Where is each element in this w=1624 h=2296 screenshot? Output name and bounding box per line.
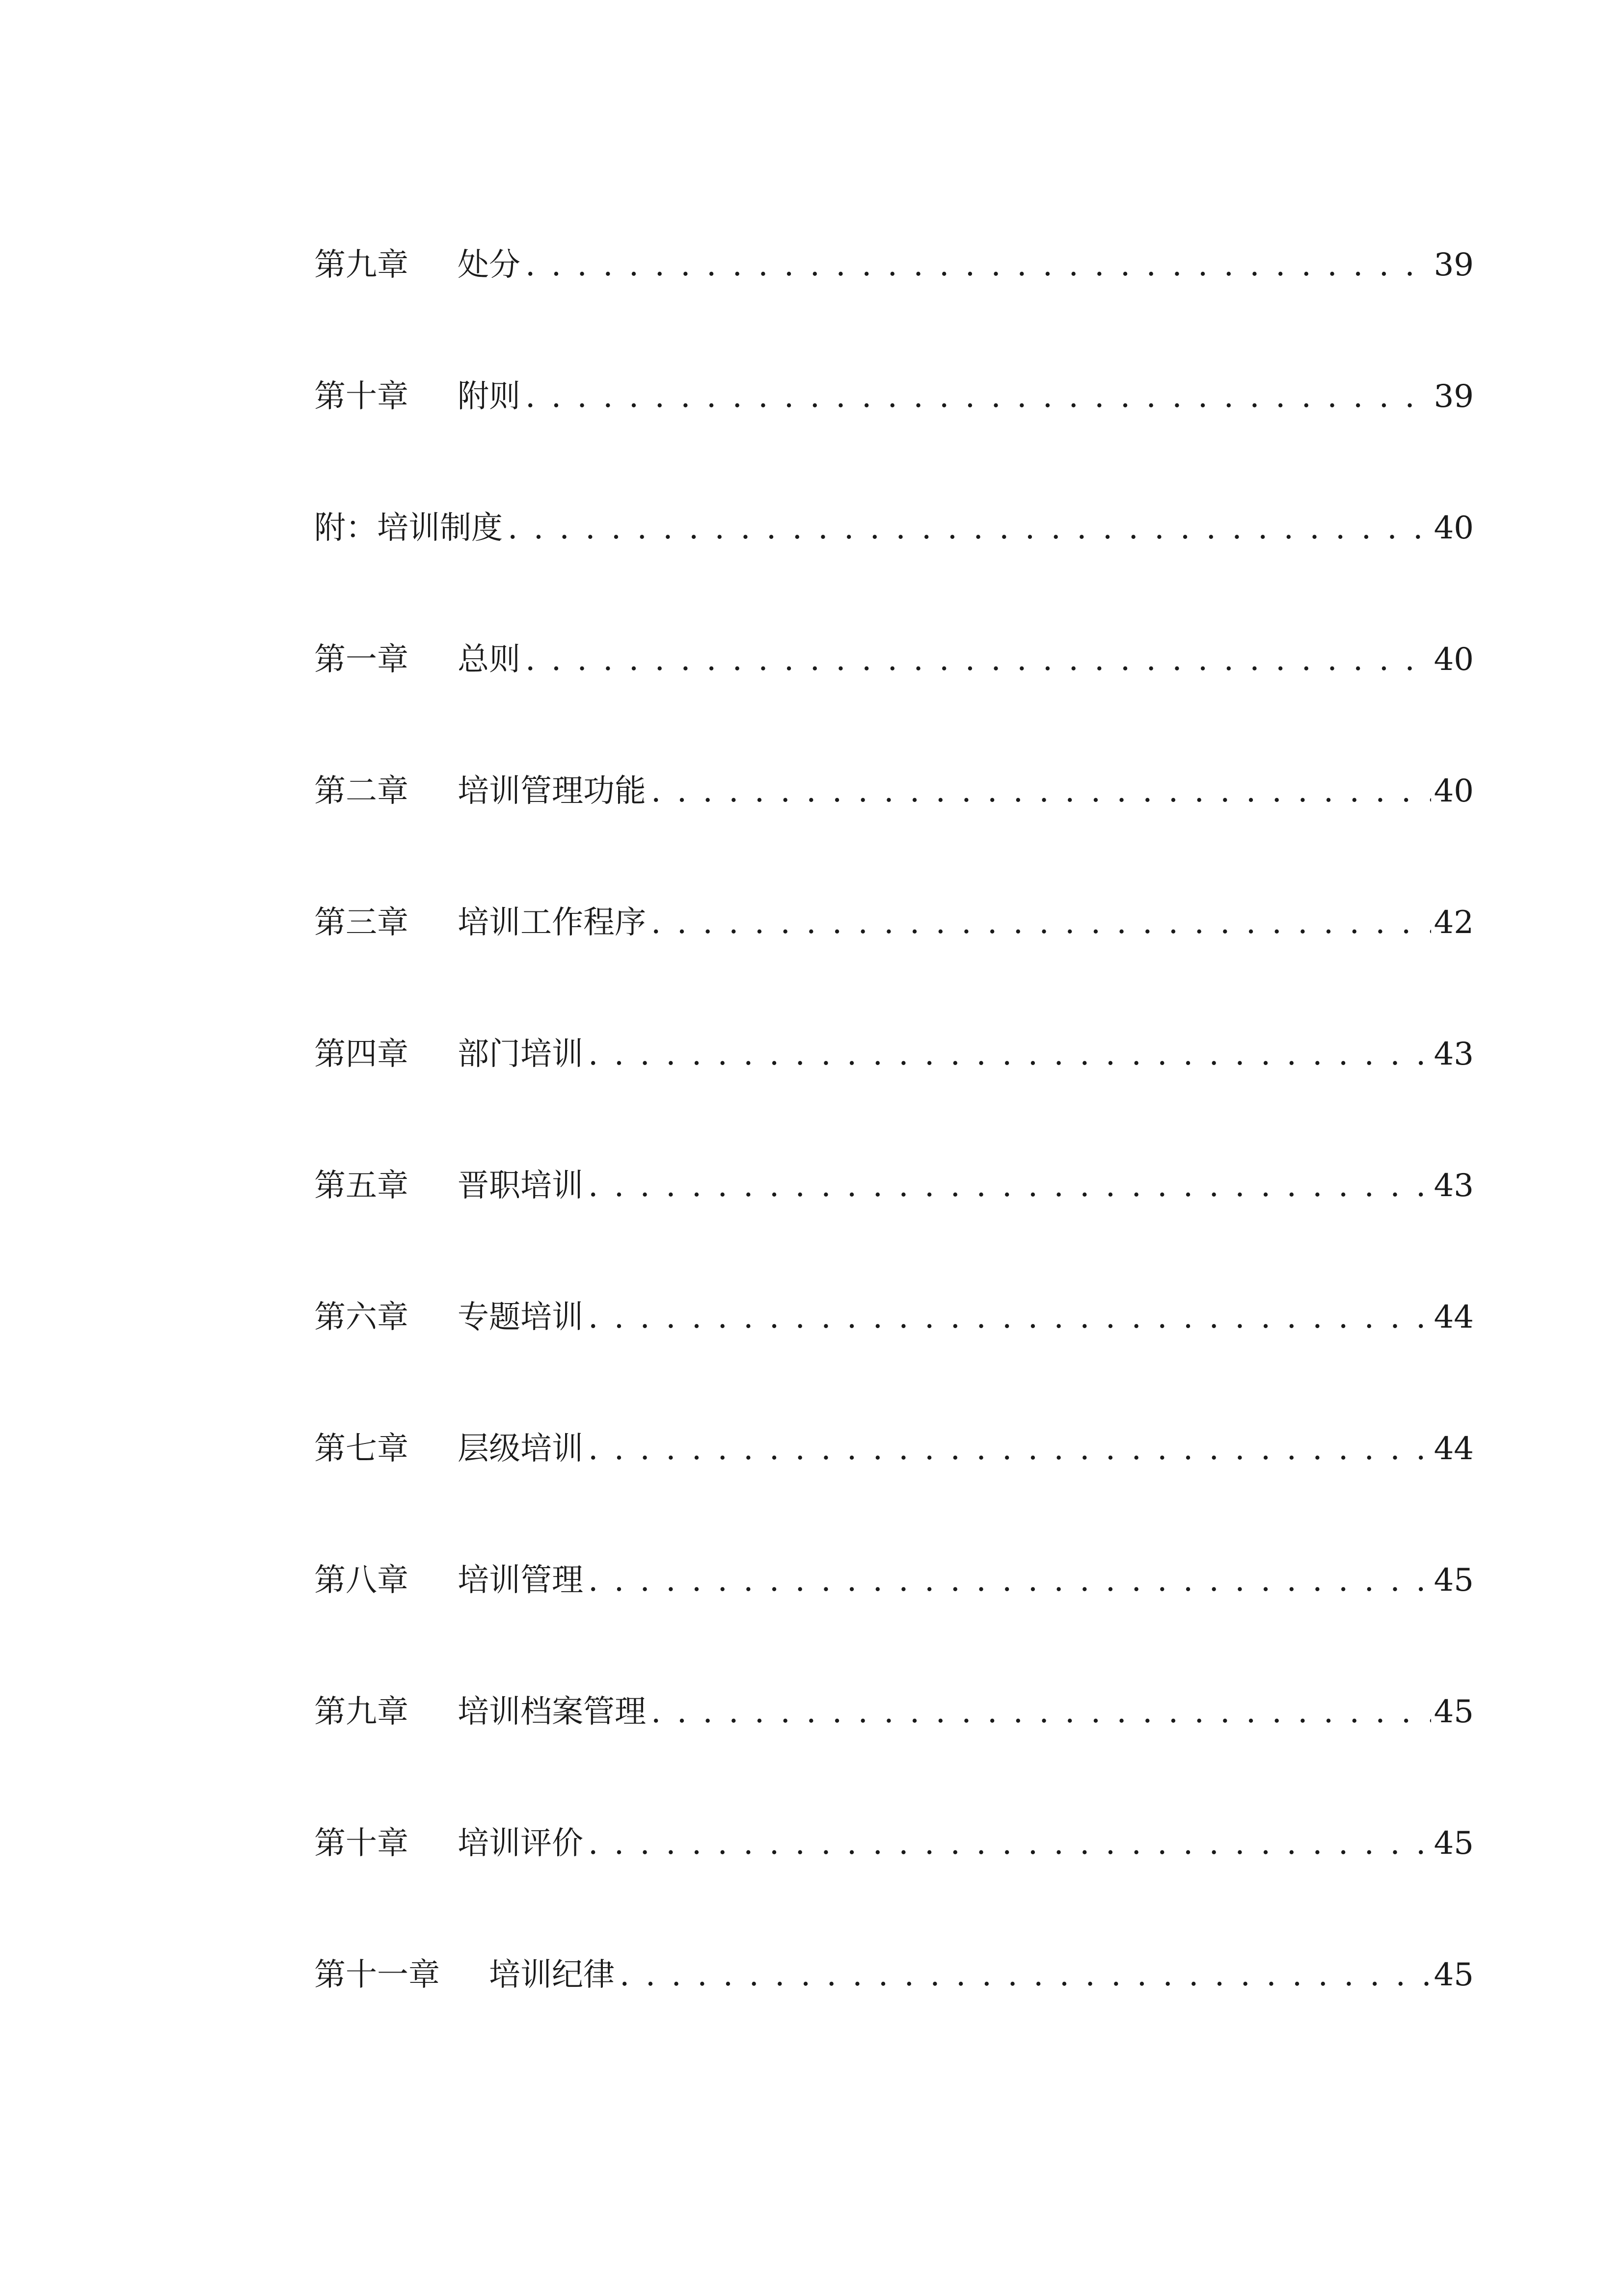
- toc-chapter-number: 第一章: [314, 641, 408, 678]
- dot-leader: [588, 1290, 1431, 1344]
- toc-title: 层级培训: [458, 1431, 583, 1467]
- toc-title: 培训评价: [458, 1825, 583, 1862]
- toc-chapter-number: 第七章: [314, 1431, 408, 1467]
- toc-page-number: 40: [1434, 641, 1474, 678]
- toc-entry[interactable]: [314, 1685, 1474, 1739]
- toc-title: 附：培训制度: [314, 510, 503, 546]
- toc-entry[interactable]: [314, 1290, 1474, 1344]
- toc-page-number: 40: [1434, 510, 1474, 546]
- dot-leader: [525, 633, 1431, 687]
- toc-chapter-number: 第十章: [314, 378, 408, 415]
- dot-leader: [651, 764, 1431, 818]
- toc-title: 处分: [458, 247, 520, 283]
- toc-title: 附则: [458, 378, 520, 415]
- dot-leader: [620, 1948, 1431, 2002]
- toc-page-number: 43: [1434, 1036, 1474, 1072]
- toc-entry[interactable]: [314, 370, 1474, 424]
- toc-page-number: 39: [1434, 247, 1474, 283]
- toc-title: 培训管理: [458, 1562, 583, 1599]
- toc-title: 晋职培训: [458, 1168, 583, 1204]
- toc-entry[interactable]: [314, 633, 1474, 687]
- table-of-contents: [314, 0, 1474, 2296]
- toc-chapter-number: 第四章: [314, 1036, 408, 1072]
- toc-chapter-number: 第十章: [314, 1825, 408, 1862]
- toc-entry[interactable]: [314, 1553, 1474, 1607]
- dot-leader: [651, 1685, 1431, 1739]
- toc-page-number: 45: [1434, 1562, 1474, 1599]
- toc-entry[interactable]: [314, 1422, 1474, 1476]
- dot-leader: [508, 501, 1431, 555]
- dot-leader: [588, 1422, 1431, 1476]
- toc-title: 总则: [458, 641, 520, 678]
- toc-chapter-number: 第九章: [314, 1694, 408, 1730]
- toc-entry[interactable]: [314, 1159, 1474, 1213]
- toc-title: 专题培训: [458, 1299, 583, 1335]
- toc-entry[interactable]: [314, 238, 1474, 292]
- toc-chapter-number: 第五章: [314, 1168, 408, 1204]
- toc-entry[interactable]: [314, 896, 1474, 950]
- toc-page-number: 45: [1434, 1825, 1474, 1862]
- dot-leader: [588, 1027, 1431, 1081]
- toc-title: 培训纪律: [489, 1957, 615, 1993]
- toc-chapter-number: 第九章: [314, 247, 408, 283]
- toc-entry[interactable]: [314, 764, 1474, 818]
- toc-page-number: 39: [1434, 378, 1474, 415]
- toc-title: 培训工作程序: [458, 905, 646, 941]
- dot-leader: [588, 1816, 1431, 1870]
- toc-chapter-number: 第十一章: [314, 1957, 440, 1993]
- toc-title: 培训档案管理: [458, 1694, 646, 1730]
- toc-chapter-number: 第八章: [314, 1562, 408, 1599]
- toc-page-number: 40: [1434, 773, 1474, 809]
- dot-leader: [651, 896, 1431, 950]
- toc-chapter-number: 第三章: [314, 905, 408, 941]
- dot-leader: [525, 370, 1431, 424]
- toc-page-number: 45: [1434, 1694, 1474, 1730]
- toc-chapter-number: 第二章: [314, 773, 408, 809]
- toc-page-number: 44: [1434, 1299, 1474, 1335]
- toc-page-number: 43: [1434, 1168, 1474, 1204]
- toc-entry[interactable]: [314, 1948, 1474, 2002]
- toc-chapter-number: 第六章: [314, 1299, 408, 1335]
- toc-entry[interactable]: [314, 1027, 1474, 1081]
- dot-leader: [525, 238, 1431, 292]
- toc-entry[interactable]: [314, 1816, 1474, 1870]
- toc-page-number: 44: [1434, 1431, 1474, 1467]
- dot-leader: [588, 1159, 1431, 1213]
- toc-title: 培训管理功能: [458, 773, 646, 809]
- toc-page-number: 42: [1434, 905, 1474, 941]
- toc-title: 部门培训: [458, 1036, 583, 1072]
- toc-entry[interactable]: [314, 501, 1474, 555]
- toc-page-number: 45: [1434, 1957, 1474, 1993]
- dot-leader: [588, 1553, 1431, 1607]
